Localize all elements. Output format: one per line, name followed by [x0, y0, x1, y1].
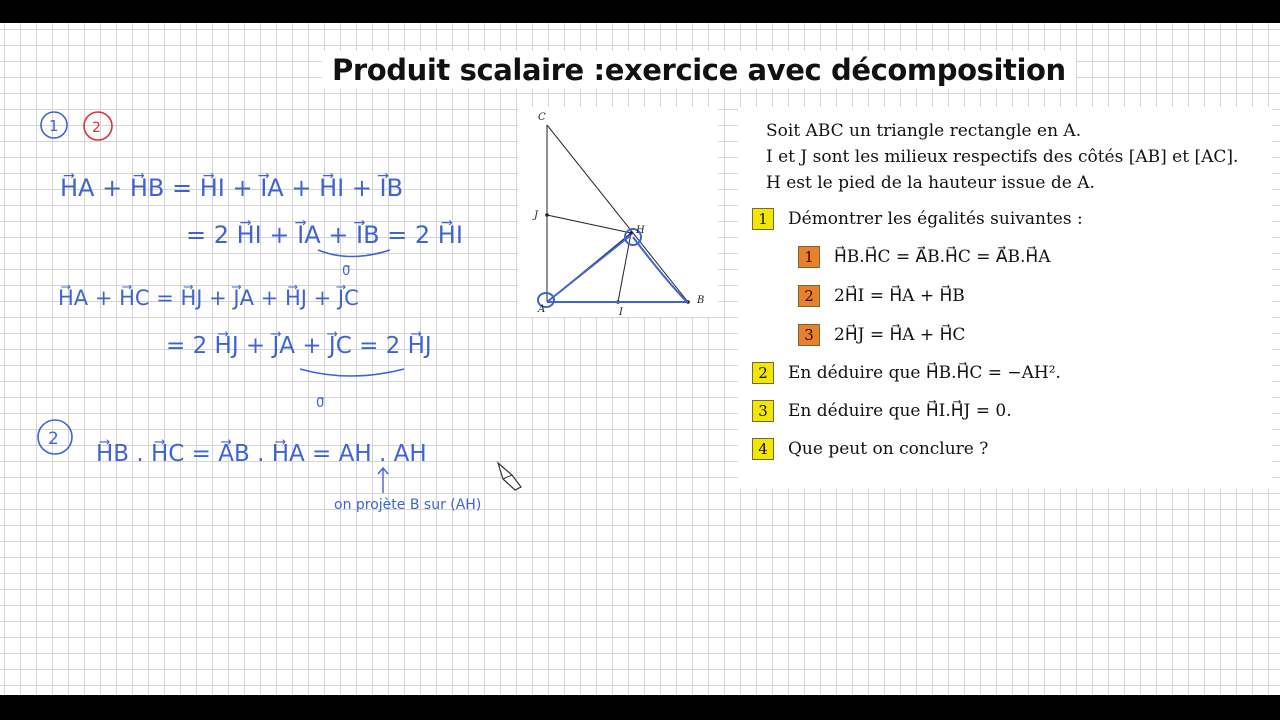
subquestion-text: H⃗B.H⃗C = A⃗B.H⃗C = A⃗B.H⃗A: [834, 247, 1051, 267]
subquestion-number: 3: [798, 324, 820, 346]
intro-line: H est le pied de la hauteur issue de A.: [766, 173, 1095, 193]
handwritten-badge: 2: [48, 429, 59, 449]
grid-paper: [0, 23, 1280, 695]
question-number: 2: [752, 362, 774, 384]
handwritten-zero: 0⃗: [342, 264, 351, 279]
question-text: En déduire que H⃗I.H⃗J = 0.: [788, 401, 1012, 421]
handwritten-line: H⃗B . H⃗C = A⃗B . H⃗A = AH . AH: [96, 441, 427, 467]
handwritten-badge: 2: [92, 120, 101, 136]
bottom-letterbox: [0, 695, 1280, 720]
handwritten-line: = 2 H⃗I + I⃗A + I⃗B = 2 H⃗I: [186, 221, 463, 249]
label-i: I: [619, 307, 623, 317]
label-c: C: [538, 112, 546, 123]
top-letterbox: [0, 0, 1280, 23]
question-text: Démontrer les égalités suivantes :: [788, 209, 1083, 229]
intro-line: I et J sont les milieux respectifs des côtés [AB] et [AC].: [766, 147, 1239, 167]
subquestion-number: 2: [798, 285, 820, 307]
label-a: A: [538, 304, 546, 315]
subquestion-text: 2H⃗J = H⃗A + H⃗C: [834, 325, 966, 345]
subquestion-number: 1: [798, 246, 820, 268]
question-number: 3: [752, 400, 774, 422]
handwritten-line: H⃗A + H⃗B = H⃗I + I⃗A + H⃗I + I⃗B: [60, 174, 404, 202]
subquestion-text: 2H⃗I = H⃗A + H⃗B: [834, 286, 965, 306]
question-number: 1: [752, 208, 774, 230]
question-number: 4: [752, 438, 774, 460]
handwritten-note: on projète B sur (AH): [334, 497, 482, 513]
question-text: Que peut on conclure ?: [788, 439, 989, 459]
handwritten-work: [0, 23, 1280, 695]
pen-cursor-icon: [498, 463, 521, 490]
intro-line: Soit ABC un triangle rectangle en A.: [766, 121, 1082, 141]
page-title: Produit scalaire :exercice avec décomposition: [322, 51, 1076, 89]
handwritten-badge: 1: [49, 117, 59, 135]
label-h: H: [636, 225, 645, 236]
label-b: B: [697, 295, 705, 306]
handwritten-line: H⃗A + H⃗C = H⃗J + J⃗A + H⃗J + J⃗C: [58, 286, 359, 310]
handwritten-line: = 2 H⃗J + J⃗A + J⃗C = 2 H⃗J: [166, 333, 432, 359]
handwritten-zero: 0⃗: [316, 396, 325, 411]
label-j: J: [534, 210, 539, 221]
question-text: En déduire que H⃗B.H⃗C = −AH².: [788, 363, 1061, 383]
